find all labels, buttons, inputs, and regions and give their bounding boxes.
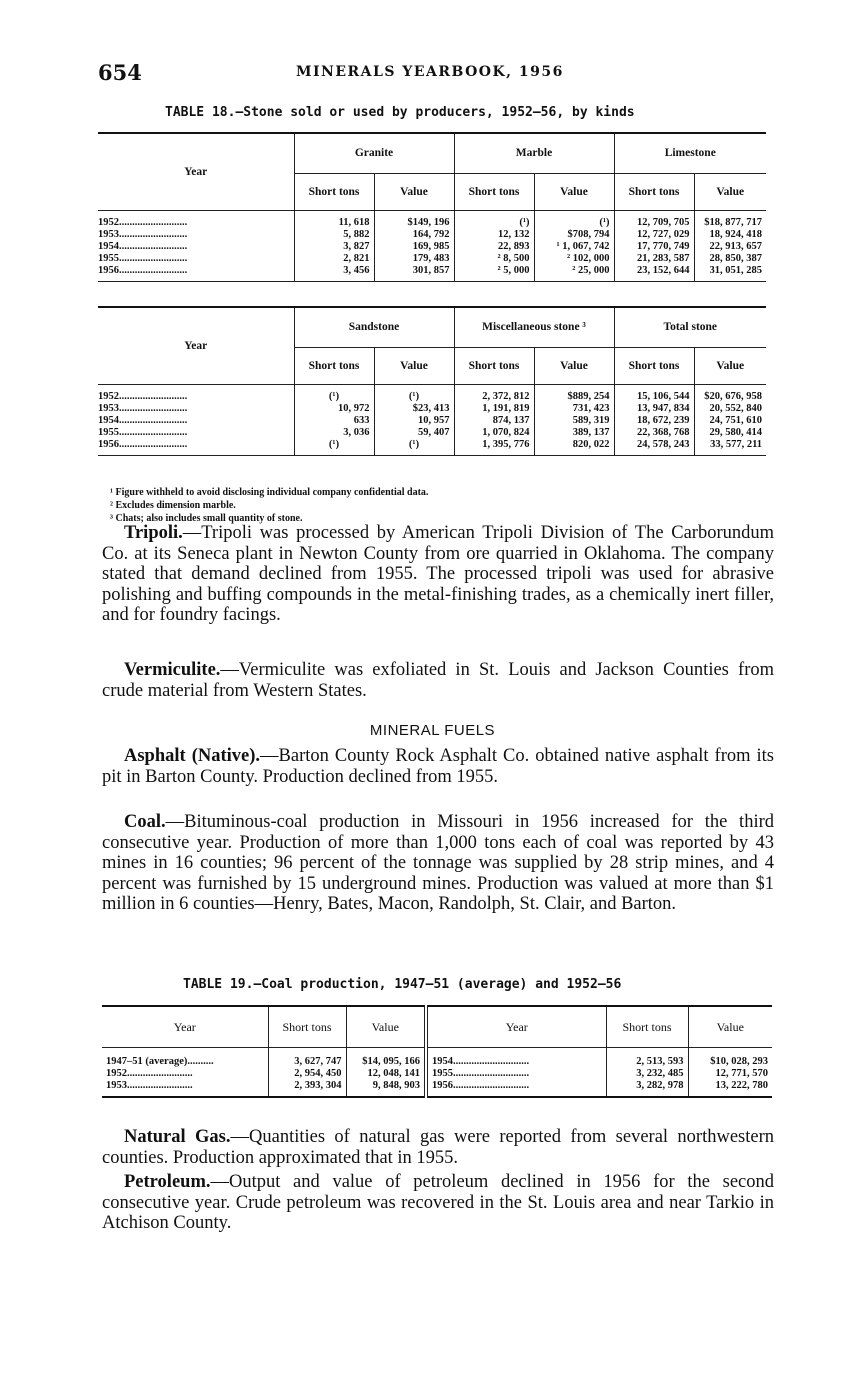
table-cell: 820, 022 <box>534 439 614 456</box>
table-row: 1952......................... 2, 954, 450 12, 048, 141 1955............................. 3, 232, 485 12, 771, 570 <box>102 1068 772 1080</box>
paragraph-text: —Vermiculite was exfoliated in St. Louis and Jackson Counties from crude material from Western States. <box>102 660 774 701</box>
paragraph-text: —Bituminous-coal production in Missouri in 1956 increased for the third consecutive year. Production of more than 1,000 tons each of coal was reported by 43 mines in 16 counties; 96 percent of the tonnage was supplied by 28 strip mines, and 4 percent was furnished by 15 underground mines. Production was valued at more than $1 million in 6 counties—Henry, Bates, Macon, Randolph, St. Clair, and Barton. <box>102 812 774 915</box>
row-year: 1956 <box>98 265 119 276</box>
subheader: Value <box>534 173 614 210</box>
table-cell: 33, 577, 211 <box>694 439 766 456</box>
table-cell: $23, 413 <box>374 403 454 415</box>
table-cell: 589, 319 <box>534 415 614 427</box>
table-cell: 164, 792 <box>374 229 454 241</box>
table-cell: $149, 196 <box>374 217 454 229</box>
column-header: Short tons <box>606 1006 688 1048</box>
coal-paragraph <box>102 812 774 915</box>
table-cell: 21, 283, 587 <box>614 253 694 265</box>
table-row: 1954.......................... 3, 827 169, 985 22, 893 ¹ 1, 067, 742 17, 770, 749 22, 913, 657 <box>98 241 766 253</box>
table-18-footnotes <box>110 486 428 525</box>
table-cell: ² 5, 000 <box>454 265 534 282</box>
table-cell: 22, 368, 768 <box>614 427 694 439</box>
table-cell: 2, 821 <box>294 253 374 265</box>
row-year: 1955 <box>432 1068 453 1079</box>
table-cell: ² 25, 000 <box>534 265 614 282</box>
row-year: 1953 <box>98 229 119 240</box>
natural-gas-paragraph <box>102 1127 774 1168</box>
paragraph-heading: Vermiculite. <box>124 660 221 680</box>
table-cell: (¹) <box>374 439 454 456</box>
table-19-caption: TABLE 19.—Coal production, 1947–51 (average) and 1952–56 <box>183 977 622 992</box>
table-cell: $10, 028, 293 <box>688 1056 772 1068</box>
column-header: Year <box>426 1006 606 1048</box>
table-cell: 59, 407 <box>374 427 454 439</box>
table-cell: 10, 957 <box>374 415 454 427</box>
asphalt-paragraph <box>102 746 774 787</box>
subheader: Value <box>694 347 766 384</box>
table-row: 1955.......................... 2, 821 179, 483 ² 8, 500 ² 102, 000 21, 283, 587 28, 850, 387 <box>98 253 766 265</box>
table-cell: 23, 152, 644 <box>614 265 694 282</box>
row-year: 1956 <box>98 439 119 450</box>
table-18-part-2 <box>98 306 766 456</box>
paragraph-heading: Petroleum. <box>124 1172 211 1192</box>
column-header: Year <box>102 1006 268 1048</box>
footnote: ³ Chats; also includes small quantity of stone. <box>110 513 303 524</box>
table-cell: 28, 850, 387 <box>694 253 766 265</box>
table-row: 1952.......................... (¹) (¹) 2, 372, 812 $889, 254 15, 106, 544 $20, 676, 958 <box>98 391 766 403</box>
table-cell: 301, 857 <box>374 265 454 282</box>
table-cell: 18, 924, 418 <box>694 229 766 241</box>
column-header: Short tons <box>268 1006 346 1048</box>
page-number: 654 <box>98 60 142 85</box>
table-cell: 29, 580, 414 <box>694 427 766 439</box>
table-row: 1953.......................... 5, 882 164, 792 12, 132 $708, 794 12, 727, 029 18, 924, 418 <box>98 229 766 241</box>
row-year: 1952 <box>106 1068 127 1079</box>
table-cell: 2, 372, 812 <box>454 391 534 403</box>
subheader: Short tons <box>614 173 694 210</box>
table-cell: 24, 578, 243 <box>614 439 694 456</box>
paragraph-text: —Output and value of petroleum declined in 1956 for the second consecutive year. Crude petroleum was recovered in the St. Louis area and near Tarkio in Atchison County. <box>102 1172 774 1234</box>
subheader: Short tons <box>294 173 374 210</box>
table-cell: (¹) <box>534 217 614 229</box>
table-cell: 5, 882 <box>294 229 374 241</box>
paragraph-text: —Barton County Rock Asphalt Co. obtained native asphalt from its pit in Barton County. Production declined from 1955. <box>102 746 775 787</box>
table-cell: 1, 191, 819 <box>454 403 534 415</box>
table-cell: 31, 051, 285 <box>694 265 766 282</box>
table-18-caption: TABLE 18.—Stone sold or used by producers, 1952–56, by kinds <box>165 105 635 120</box>
table-cell: 24, 751, 610 <box>694 415 766 427</box>
table-cell: $18, 877, 717 <box>694 217 766 229</box>
table-cell: 12, 132 <box>454 229 534 241</box>
table-18-part-1 <box>98 132 766 282</box>
paragraph-text: —Tripoli was processed by American Tripoli Division of The Carborundum Co. at its Seneca plant in Newton County from ore quarried in Oklahoma. The company stated that demand declined from 1955. The processed tripoli was used for abrasive polishing and buffing compounds in the metal-finishing trades, as a chemically inert filler, and for foundry facings. <box>102 523 774 626</box>
subheader: Short tons <box>614 347 694 384</box>
table-cell: (¹) <box>294 391 374 403</box>
section-heading: MINERAL FUELS <box>369 722 496 739</box>
paragraph-text: —Quantities of natural gas were reported from several northwestern counties. Production approximated that in 1955. <box>102 1127 775 1168</box>
vermiculite-paragraph <box>102 660 774 701</box>
subheader: Short tons <box>454 173 534 210</box>
table-cell: 13, 947, 834 <box>614 403 694 415</box>
table-cell: 18, 672, 239 <box>614 415 694 427</box>
table-cell: 3, 036 <box>294 427 374 439</box>
table-cell: 1, 395, 776 <box>454 439 534 456</box>
table-cell: 731, 423 <box>534 403 614 415</box>
table-cell: 12, 048, 141 <box>346 1068 426 1080</box>
table-cell: ² 102, 000 <box>534 253 614 265</box>
table-cell: 633 <box>294 415 374 427</box>
petroleum-paragraph <box>102 1172 774 1234</box>
group-header-granite: Granite <box>294 133 454 173</box>
table-cell: $708, 794 <box>534 229 614 241</box>
subheader: Short tons <box>294 347 374 384</box>
table-19 <box>102 1005 772 1098</box>
group-header-sandstone: Sandstone <box>294 307 454 347</box>
table-cell: 15, 106, 544 <box>614 391 694 403</box>
table-cell: $20, 676, 958 <box>694 391 766 403</box>
table-row: 1947–51 (average).......... 3, 627, 747 $14, 095, 166 1954............................. 2, 513, 593 $10, 028, 293 <box>102 1056 772 1068</box>
table-row: 1952.......................... 11, 618 $149, 196 (¹) (¹) 12, 709, 705 $18, 877, 717 <box>98 217 766 229</box>
row-year: 1956 <box>432 1080 453 1091</box>
table-cell: (¹) <box>294 439 374 456</box>
table-row: 1954.......................... 633 10, 957 874, 137 589, 319 18, 672, 239 24, 751, 610 <box>98 415 766 427</box>
paragraph-heading: Tripoli. <box>124 523 183 543</box>
table-cell: 3, 627, 747 <box>268 1056 346 1068</box>
table-cell: 12, 727, 029 <box>614 229 694 241</box>
subheader: Value <box>694 173 766 210</box>
table-row: 1955.......................... 3, 036 59, 407 1, 070, 824 389, 137 22, 368, 768 29, 580, 414 <box>98 427 766 439</box>
table-cell: 11, 618 <box>294 217 374 229</box>
page-header <box>98 60 770 88</box>
table-cell: (¹) <box>454 217 534 229</box>
table-cell: 3, 232, 485 <box>606 1068 688 1080</box>
subheader: Value <box>374 173 454 210</box>
running-head: MINERALS YEARBOOK, 1956 <box>296 64 564 80</box>
row-year: 1954 <box>98 241 119 252</box>
column-header: Value <box>688 1006 772 1048</box>
table-cell: 13, 222, 780 <box>688 1080 772 1097</box>
table-cell: 874, 137 <box>454 415 534 427</box>
subheader: Value <box>374 347 454 384</box>
row-year: 1953 <box>98 403 119 414</box>
table-cell: 12, 709, 705 <box>614 217 694 229</box>
table-row: 1956.......................... 3, 456 301, 857 ² 5, 000 ² 25, 000 23, 152, 644 31, 051, 285 <box>98 265 766 282</box>
paragraph-heading: Coal. <box>124 812 166 832</box>
table-cell: 12, 771, 570 <box>688 1068 772 1080</box>
table-row: 1953......................... 2, 393, 304 9, 848, 903 1956............................. 3, 282, 978 13, 222, 780 <box>102 1080 772 1097</box>
table-row: 1953.......................... 10, 972 $23, 413 1, 191, 819 731, 423 13, 947, 834 20, 552, 840 <box>98 403 766 415</box>
subheader: Value <box>534 347 614 384</box>
table-cell: 9, 848, 903 <box>346 1080 426 1097</box>
group-header-limestone: Limestone <box>614 133 766 173</box>
table-cell: 17, 770, 749 <box>614 241 694 253</box>
table-cell: 179, 483 <box>374 253 454 265</box>
table-cell: 3, 827 <box>294 241 374 253</box>
row-year: 1954 <box>432 1056 453 1067</box>
table-cell: 22, 913, 657 <box>694 241 766 253</box>
row-year: 1953 <box>106 1080 127 1091</box>
row-year: 1947–51 (average) <box>106 1056 188 1067</box>
row-year: 1955 <box>98 253 119 264</box>
year-header: Year <box>98 307 294 385</box>
table-row: 1956.......................... (¹) (¹) 1, 395, 776 820, 022 24, 578, 243 33, 577, 211 <box>98 439 766 456</box>
table-cell: 22, 893 <box>454 241 534 253</box>
table-cell: 3, 282, 978 <box>606 1080 688 1097</box>
row-year: 1952 <box>98 391 119 402</box>
table-cell: 1, 070, 824 <box>454 427 534 439</box>
table-cell: 169, 985 <box>374 241 454 253</box>
group-header-total-stone: Total stone <box>614 307 766 347</box>
row-year: 1955 <box>98 427 119 438</box>
paragraph-heading: Natural Gas. <box>124 1127 231 1147</box>
group-header-miscellaneous-stone: Miscellaneous stone ³ <box>454 307 614 347</box>
footnote: ² Excludes dimension marble. <box>110 500 236 511</box>
tripoli-paragraph <box>102 523 774 626</box>
table-cell: $889, 254 <box>534 391 614 403</box>
table-cell: 3, 456 <box>294 265 374 282</box>
subheader: Short tons <box>454 347 534 384</box>
footnote: ¹ Figure withheld to avoid disclosing individual company confidential data. <box>110 487 429 498</box>
row-year: 1954 <box>98 415 119 426</box>
table-cell: 10, 972 <box>294 403 374 415</box>
column-header: Value <box>346 1006 426 1048</box>
row-year: 1952 <box>98 217 119 228</box>
table-cell: 2, 393, 304 <box>268 1080 346 1097</box>
table-cell: $14, 095, 166 <box>346 1056 426 1068</box>
table-cell: 2, 954, 450 <box>268 1068 346 1080</box>
table-cell: (¹) <box>374 391 454 403</box>
table-cell: 20, 552, 840 <box>694 403 766 415</box>
paragraph-heading: Asphalt (Native). <box>124 746 261 766</box>
year-header: Year <box>98 133 294 211</box>
table-cell: ¹ 1, 067, 742 <box>534 241 614 253</box>
group-header-marble: Marble <box>454 133 614 173</box>
table-cell: 389, 137 <box>534 427 614 439</box>
table-cell: ² 8, 500 <box>454 253 534 265</box>
table-cell: 2, 513, 593 <box>606 1056 688 1068</box>
